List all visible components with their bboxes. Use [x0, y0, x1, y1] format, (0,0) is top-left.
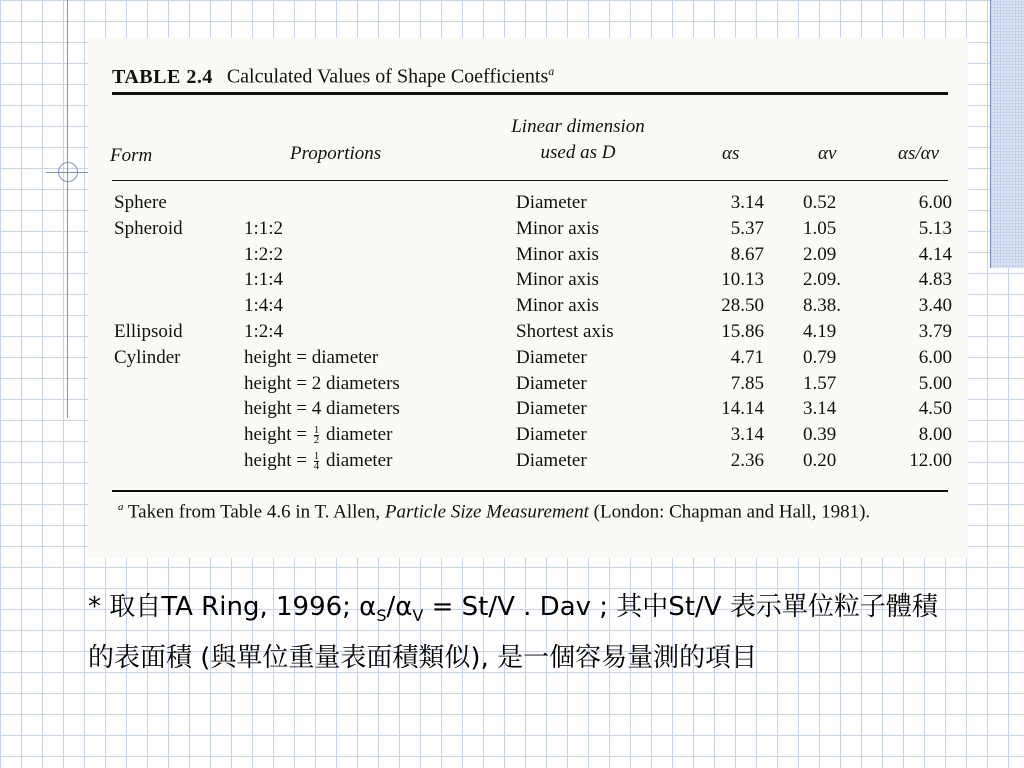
- side-decoration-band: [990, 0, 1024, 268]
- fraction-numerator: 1: [313, 424, 320, 437]
- caption-sub-v: V: [412, 606, 424, 626]
- proportions-text: 1:1:2: [244, 218, 284, 239]
- proportions-tail: diameter: [321, 450, 393, 471]
- proportions-text: height =: [244, 424, 312, 445]
- top-rule: [112, 92, 948, 95]
- row-alpha-s: 4.71: [730, 347, 764, 368]
- fraction-denominator: 4: [313, 460, 320, 473]
- header-alpha-v: αv: [818, 143, 837, 164]
- row-proportions: [244, 422, 392, 447]
- header-linear-line1: Linear dimension: [511, 116, 645, 137]
- row-ratio: 3.79: [918, 321, 952, 342]
- row-alpha-s: 7.85: [730, 373, 764, 394]
- row-alpha-s: 28.50: [721, 295, 764, 316]
- slide-caption: [88, 586, 948, 679]
- proportions-text: height = 4 diameters: [244, 398, 400, 419]
- row-ratio: 8.00: [918, 424, 952, 445]
- row-alpha-v: 4.19: [803, 321, 837, 342]
- row-proportions: [244, 216, 283, 241]
- footnote-mark: a: [118, 501, 124, 513]
- row-alpha-s: 5.37: [730, 218, 764, 239]
- row-proportions: [244, 396, 400, 421]
- fraction: [314, 426, 320, 445]
- table-caption: Calculated Values of Shape Coefficients: [226, 65, 549, 88]
- row-dimension: Diameter: [516, 398, 587, 419]
- header-ratio: αs/αv: [898, 143, 940, 164]
- scanned-table: [88, 38, 968, 558]
- table-title: [112, 64, 554, 89]
- row-alpha-s: 3.14: [730, 192, 764, 213]
- title-footnote-mark: a: [548, 64, 555, 78]
- row-proportions: [244, 448, 392, 473]
- row-ratio: 6.00: [918, 347, 952, 368]
- footnote-book-title: Particle Size Measurement: [384, 501, 589, 523]
- proportions-text: height =: [244, 450, 312, 471]
- crosshair-circle-icon: [58, 162, 78, 182]
- row-alpha-s: 3.14: [730, 424, 764, 445]
- header-linear-dimension: [488, 114, 668, 166]
- row-ratio: 5.13: [918, 218, 952, 239]
- row-proportions: [244, 242, 283, 267]
- caption-text-2: /α: [386, 592, 413, 622]
- header-form: Form: [110, 145, 153, 166]
- row-proportions: [244, 371, 400, 396]
- row-form: Sphere: [114, 192, 167, 213]
- row-alpha-v: 0.20: [803, 450, 837, 471]
- row-dimension: Minor axis: [516, 244, 599, 265]
- proportions-tail: diameter: [321, 424, 393, 445]
- row-alpha-s: 8.67: [730, 244, 764, 265]
- row-ratio: 4.14: [918, 244, 952, 265]
- header-proportions: Proportions: [290, 143, 382, 164]
- row-ratio: 4.83: [918, 269, 952, 290]
- row-alpha-v: 1.57: [803, 373, 837, 394]
- row-alpha-v: 1.05: [803, 218, 837, 239]
- row-dimension: Shortest axis: [516, 321, 614, 342]
- row-ratio: 6.00: [918, 192, 952, 213]
- row-proportions: [244, 319, 283, 344]
- row-form: Spheroid: [114, 218, 183, 239]
- footnote-text: Taken from Table 4.6 in T. Allen,: [123, 501, 385, 523]
- row-proportions: [244, 267, 283, 292]
- row-dimension: Diameter: [516, 347, 587, 368]
- row-alpha-v: 0.79: [803, 347, 837, 368]
- row-alpha-v: 3.14: [803, 398, 837, 419]
- row-alpha-v: 2.09.: [803, 269, 841, 290]
- row-dimension: Minor axis: [516, 269, 599, 290]
- row-alpha-v: 2.09: [803, 244, 837, 265]
- row-alpha-s: 15.86: [721, 321, 764, 342]
- proportions-text: 1:2:2: [244, 244, 284, 265]
- row-proportions: [244, 293, 283, 318]
- row-proportions: [244, 345, 378, 370]
- caption-sub-s: S: [376, 606, 387, 626]
- row-dimension: Minor axis: [516, 295, 599, 316]
- row-ratio: 3.40: [918, 295, 952, 316]
- footnote-text-end: (London: Chapman and Hall, 1981).: [588, 501, 871, 523]
- proportions-text: height = diameter: [244, 347, 379, 368]
- row-alpha-s: 10.13: [721, 269, 764, 290]
- left-guide-line: [67, 0, 68, 418]
- table-footnote: [118, 492, 963, 527]
- row-alpha-v: 0.39: [803, 424, 837, 445]
- row-dimension: Diameter: [516, 192, 587, 213]
- header-alpha-s: αs: [722, 143, 740, 164]
- row-ratio: 5.00: [918, 373, 952, 394]
- row-dimension: Diameter: [516, 424, 587, 445]
- row-dimension: Diameter: [516, 450, 587, 471]
- row-form: Cylinder: [114, 347, 181, 368]
- row-dimension: Diameter: [516, 373, 587, 394]
- fraction-denominator: 2: [313, 434, 320, 447]
- header-linear-line2: used as D: [540, 142, 616, 163]
- row-alpha-v: 0.52: [803, 192, 837, 213]
- header-rule: [112, 180, 948, 181]
- row-ratio: 4.50: [918, 398, 952, 419]
- proportions-text: 1:1:4: [244, 269, 284, 290]
- row-dimension: Minor axis: [516, 218, 599, 239]
- right-guide-line: [990, 0, 991, 268]
- row-alpha-s: 2.36: [730, 450, 764, 471]
- fraction: [314, 452, 320, 471]
- proportions-text: 1:2:4: [244, 321, 284, 342]
- table-number: TABLE 2.4: [112, 65, 213, 88]
- row-alpha-v: 8.38.: [803, 295, 841, 316]
- proportions-text: height = 2 diameters: [244, 373, 400, 394]
- caption-text-3: = St/V . Dav ; 其中St/V 表示單位粒子體積的表面積 (與單位重量表面積類似), 是一個容易量測的項目: [88, 592, 938, 674]
- row-form: Ellipsoid: [114, 321, 183, 342]
- fraction-numerator: 1: [313, 450, 320, 463]
- row-ratio: 12.00: [909, 450, 952, 471]
- row-alpha-s: 14.14: [721, 398, 764, 419]
- proportions-text: 1:4:4: [244, 295, 284, 316]
- caption-text-1: * 取自TA Ring, 1996; α: [88, 592, 377, 622]
